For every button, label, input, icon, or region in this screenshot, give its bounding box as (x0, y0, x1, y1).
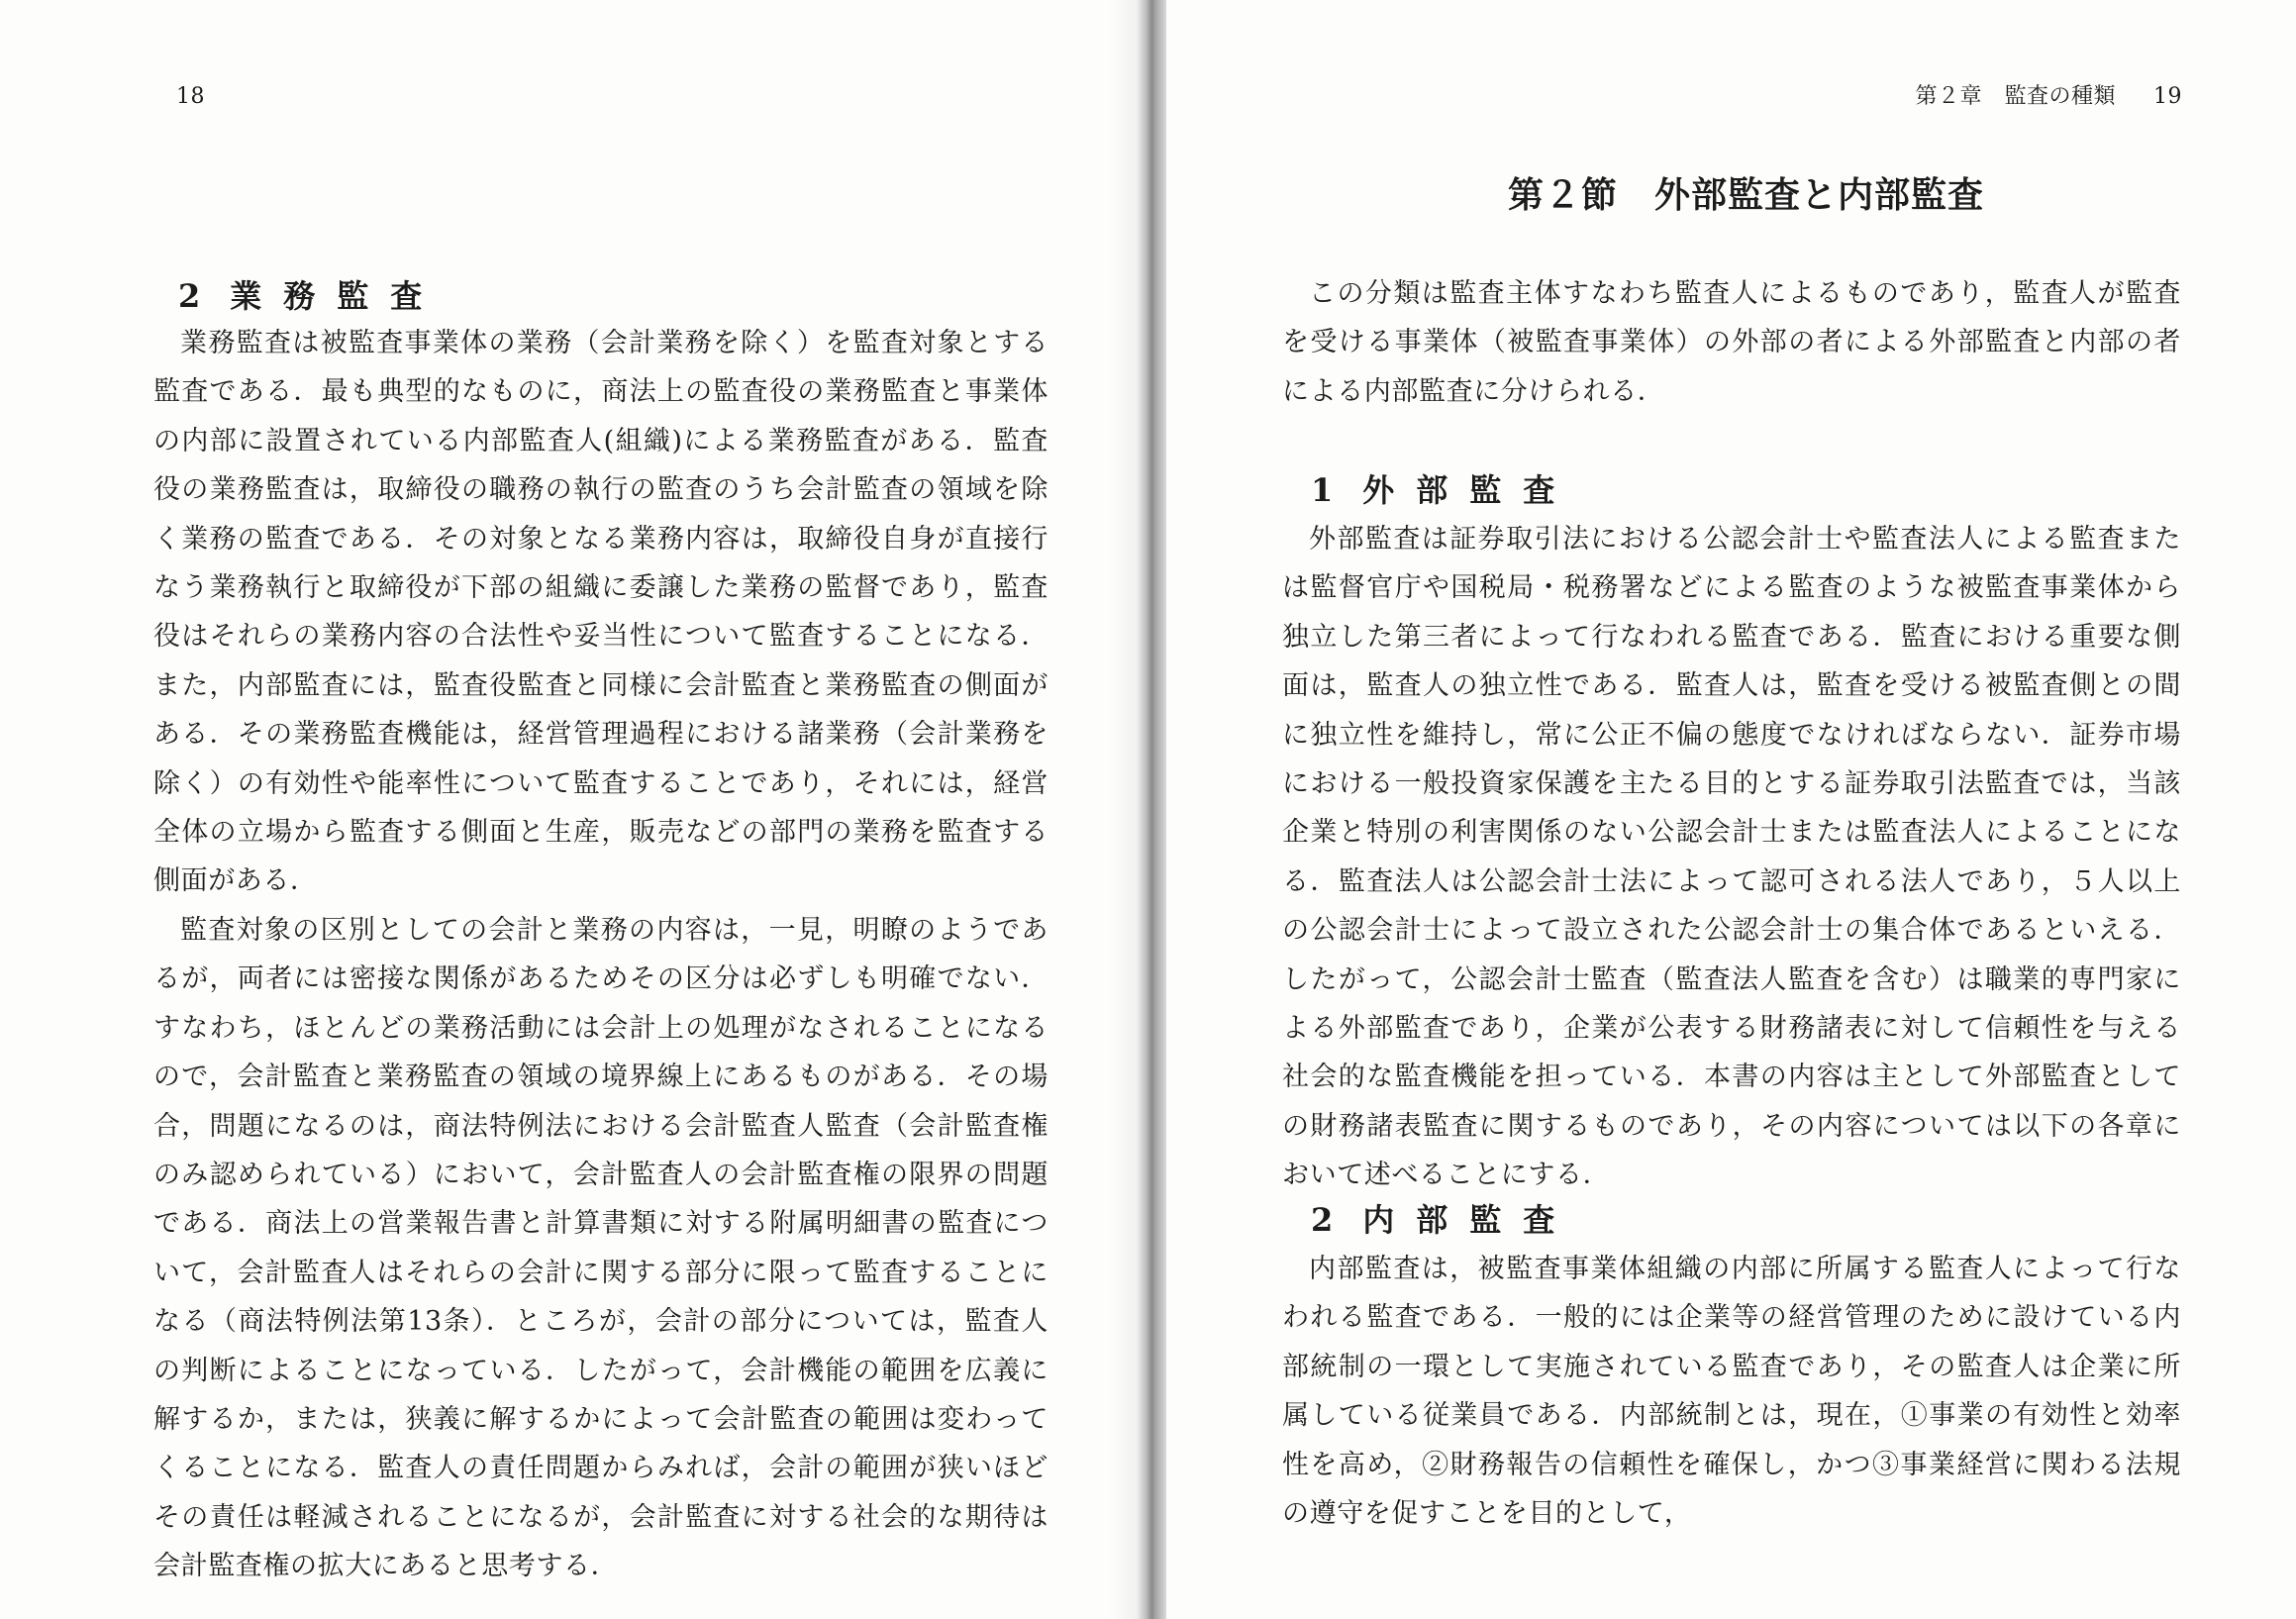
paragraph: 業務監査は被監査事業体の業務（会計業務を除く）を監査対象とする監査である．最も典型的なものに，商法上の監査役の業務監査と事業体の内部に設置されている内部監査人(組織)による業務監査がある．監査役の業務監査は，取締役の職務の執行の監査のうち会計監査の領域を除く業務の監査である．その対象となる業務内容は，取締役自身が直接行なう業務執行と取締役が下部の組織に委譲した業務の監督であり，監査役はそれらの業務内容の合法性や妥当性について監査することになる．また，内部監査には，監査役監査と同様に会計監査と業務監査の側面がある．その業務監査機能は，経営管理過程における諸業務（会計業務を除く）の有効性や能率性について監査することであり，それには，経営全体の立場から監査する側面と生産，販売などの部門の業務を監査する側面がある． (153, 328, 1048, 897)
internal-audit-text (1282, 1245, 2181, 1538)
paragraph: 外部監査は証券取引法における公認会計士や監査法人による監査または監督官庁や国税局・税務署などによる監査のような被監査事業体から独立した第三者によって行なわれる監査である．監査における重要な側面は，監査人の独立性である．監査人は，監査を受ける被監査側との間に独立性を維持し，常に公正不偏の態度でなければならない．証券市場における一般投資家保護を主たる目的とする証券取引法監査では，当該企業と特別の利害関係のない公認会計士または監査法人によることになる．監査法人は公認会計士法によって認可される法人であり，５人以上の公認会計士によって設立された公認会計士の集合体であるといえる．したがって，公認会計士監査（監査法人監査を含む）は職業的専門家による外部監査であり，企業が公表する財務諸表に対して信頼性を与える社会的な監査機能を担っている．本書の内容は主として外部監査としての財務諸表監査に関するものであり，その内容については以下の各章において述べることにする． (1282, 524, 2181, 1191)
gutter-shadow (1109, 0, 1139, 1619)
section-title: 第２節 外部監査と内部監査 (1508, 174, 1985, 216)
external-audit-heading-number: 1 (1311, 471, 1355, 509)
paragraph: この分類は監査主体すなわち監査人によるものであり，監査人が監査を受ける事業体（被監査事業体）の外部の者による外部監査と内部の者による内部監査に分けられる． (1282, 278, 2181, 407)
internal-audit-heading (1311, 1200, 1576, 1240)
business-audit-heading-title: 業務監査 (230, 277, 445, 315)
right-page (1166, 0, 2296, 1619)
business-audit-heading-number: 2 (178, 277, 223, 315)
left-body-text (153, 319, 1048, 1591)
left-page-number: 18 (176, 84, 205, 109)
left-page (0, 0, 1139, 1619)
chapter-label: 第２章 監査の種類 (1915, 84, 2116, 109)
internal-audit-heading-title: 内部監査 (1362, 1201, 1577, 1239)
right-page-number: 19 (2153, 84, 2182, 109)
external-audit-text (1282, 515, 2181, 1200)
business-audit-heading (178, 276, 444, 316)
external-audit-heading (1311, 470, 1576, 510)
internal-audit-heading-number: 2 (1311, 1201, 1355, 1239)
external-audit-heading-title: 外部監査 (1362, 471, 1577, 509)
intro-text (1282, 269, 2181, 416)
book-gutter (1137, 0, 1168, 1619)
paragraph: 内部監査は，被監査事業体組織の内部に所属する監査人によって行なわれる監査である．一般的には企業等の経営管理のために設けている内部統制の一環として実施されている監査であり，その監査人は企業に所属している従業員である．内部統制とは，現在，①事業の有効性と効率性を高め，②財務報告の信頼性を確保し，かつ③事業経営に関わる法規の遵守を促すことを目的として， (1282, 1254, 2181, 1530)
paragraph: 監査対象の区別としての会計と業務の内容は，一見，明瞭のようであるが，両者には密接な関係があるためその区分は必ずしも明確でない．すなわち，ほとんどの業務活動には会計上の処理がなされることになるので，会計監査と業務監査の領域の境界線上にあるものがある．その場合，問題になるのは，商法特例法における会計監査人監査（会計監査権のみ認められている）において，会計監査人の会計監査権の限界の問題である．商法上の営業報告書と計算書類に対する附属明細書の監査について，会計監査人はそれらの会計に関する部分に限って監査することになる（商法特例法第13条）．ところが，会計の部分については，監査人の判断によることになっている．したがって，会計機能の範囲を広義に解するか，または，狭義に解するかによって会計監査の範囲は変わってくることになる．監査人の責任問題からみれば，会計の範囲が狭いほどその責任は軽減されることになるが，会計監査に対する社会的な期待は会計監査権の拡大にあると思考する． (153, 914, 1048, 1582)
running-header (1915, 83, 2182, 111)
